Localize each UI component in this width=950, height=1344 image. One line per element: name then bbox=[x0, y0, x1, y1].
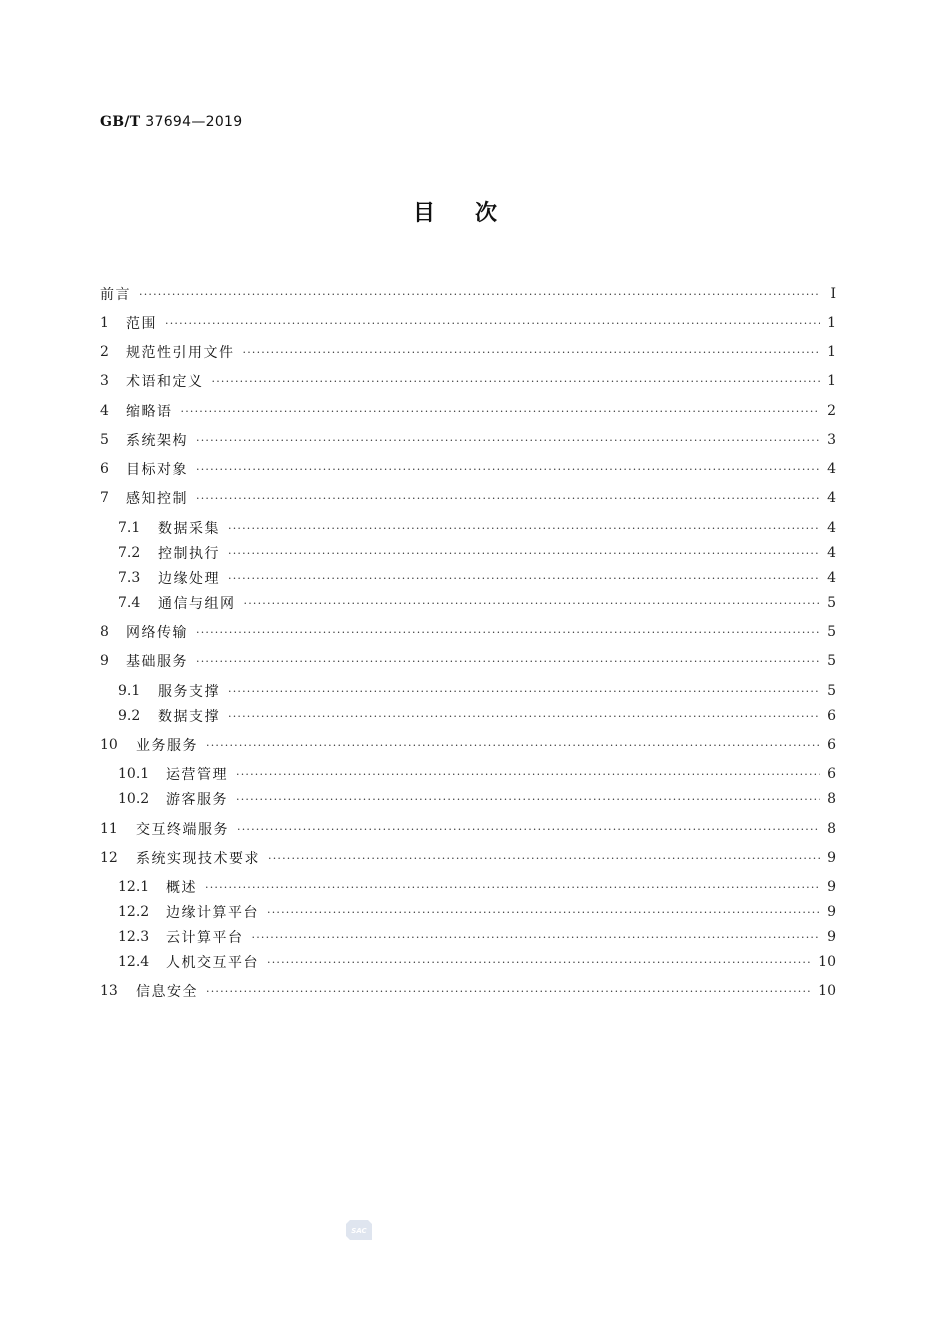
dot-leader bbox=[181, 405, 821, 418]
standard-number: 37694—2019 bbox=[145, 114, 243, 130]
dot-leader bbox=[236, 793, 820, 806]
dot-leader bbox=[165, 317, 820, 330]
toc-entry[interactable] bbox=[118, 568, 836, 588]
toc-entry[interactable] bbox=[118, 789, 836, 809]
toc-entry[interactable] bbox=[100, 459, 836, 479]
toc-entry-number: 12 bbox=[100, 850, 118, 866]
toc-entry-label: 云计算平台 bbox=[166, 930, 244, 946]
toc-entry[interactable] bbox=[118, 593, 836, 613]
toc-entry-page: 8 bbox=[827, 791, 836, 807]
toc-entry-label: 信息安全 bbox=[136, 984, 198, 1000]
toc-entry-page: 1 bbox=[827, 315, 836, 331]
toc-entry[interactable] bbox=[118, 543, 836, 563]
toc-entry-number: 12.2 bbox=[118, 904, 150, 920]
toc-entry-page: 6 bbox=[827, 737, 836, 753]
toc-entry-label: 数据支撑 bbox=[158, 709, 220, 725]
toc-entry-page: 4 bbox=[827, 490, 836, 506]
page-title: 目次 bbox=[412, 201, 537, 226]
dot-leader bbox=[196, 434, 820, 447]
dot-leader bbox=[212, 375, 821, 388]
toc-entry-page: 4 bbox=[827, 520, 836, 536]
dot-leader bbox=[196, 655, 820, 668]
toc-entry-label: 基础服务 bbox=[126, 654, 188, 670]
toc-entry-label: 控制执行 bbox=[158, 546, 220, 562]
toc-entry-page: 9 bbox=[827, 929, 836, 945]
toc-entry-label: 通信与组网 bbox=[158, 596, 236, 612]
toc-entry[interactable] bbox=[100, 981, 836, 1001]
dot-leader bbox=[236, 768, 820, 781]
dot-leader bbox=[196, 463, 820, 476]
sac-logo-watermark bbox=[346, 1218, 372, 1242]
toc-entry-number: 7 bbox=[100, 490, 109, 506]
toc-entry-label: 感知控制 bbox=[126, 491, 188, 507]
toc-entry[interactable] bbox=[100, 342, 836, 362]
dot-leader bbox=[267, 906, 820, 919]
toc-entry-number: 1 bbox=[100, 315, 109, 331]
toc-entry-number: 12.3 bbox=[118, 929, 150, 945]
dot-leader bbox=[252, 931, 821, 944]
dot-leader bbox=[244, 597, 821, 610]
dot-leader bbox=[228, 522, 820, 535]
toc-entry-number: 7.2 bbox=[118, 545, 141, 561]
toc-entry-page: 4 bbox=[827, 545, 836, 561]
toc-entry-label: 边缘计算平台 bbox=[166, 905, 259, 921]
toc-entry-number: 9.2 bbox=[118, 708, 141, 724]
dot-leader bbox=[206, 739, 820, 752]
toc-entry-page: 9 bbox=[827, 904, 836, 920]
toc-entry[interactable] bbox=[100, 313, 836, 333]
dot-leader bbox=[228, 572, 820, 585]
toc-entry-label: 运营管理 bbox=[166, 767, 228, 783]
toc-entry-label: 人机交互平台 bbox=[166, 955, 259, 971]
toc-entry-page: I bbox=[830, 286, 836, 302]
toc-entry-number: 3 bbox=[100, 373, 109, 389]
toc-entry-label: 系统架构 bbox=[126, 433, 188, 449]
toc-entry-number: 7.1 bbox=[118, 520, 141, 536]
toc-entry-label: 交互终端服务 bbox=[136, 822, 229, 838]
toc-entry-label: 服务支撑 bbox=[158, 684, 220, 700]
toc-entry-label: 系统实现技术要求 bbox=[136, 851, 260, 867]
toc-entry-label: 目标对象 bbox=[126, 462, 188, 478]
toc-entry[interactable] bbox=[118, 877, 836, 897]
toc-entry-label: 术语和定义 bbox=[126, 374, 204, 390]
dot-leader bbox=[228, 710, 820, 723]
toc-entry[interactable] bbox=[100, 651, 836, 671]
toc-entry-page: 5 bbox=[827, 683, 836, 699]
toc-entry-page: 6 bbox=[827, 766, 836, 782]
dot-leader bbox=[205, 881, 820, 894]
toc-entry-number: 10.1 bbox=[118, 766, 150, 782]
toc-entry-label: 业务服务 bbox=[136, 738, 198, 754]
toc-entry-number: 8 bbox=[100, 624, 109, 640]
toc-entry[interactable] bbox=[100, 488, 836, 508]
toc-entry-number: 2 bbox=[100, 344, 109, 360]
toc-entry-label: 游客服务 bbox=[166, 792, 228, 808]
toc-entry-number: 7.4 bbox=[118, 595, 141, 611]
toc-entry-page: 4 bbox=[827, 570, 836, 586]
toc-entry-page: 8 bbox=[827, 821, 836, 837]
toc-entry-number: 10 bbox=[100, 737, 118, 753]
toc-entry-number: 13 bbox=[100, 983, 118, 999]
toc-entry[interactable] bbox=[118, 706, 836, 726]
toc-entry-page: 2 bbox=[827, 403, 836, 419]
toc-entry-number: 5 bbox=[100, 432, 109, 448]
standard-code bbox=[100, 114, 242, 130]
toc-entry[interactable] bbox=[118, 681, 836, 701]
toc-entry-number: 11 bbox=[100, 821, 118, 837]
toc-entry-page: 1 bbox=[827, 373, 836, 389]
dot-leader bbox=[206, 985, 812, 998]
toc-entry-page: 3 bbox=[827, 432, 836, 448]
toc-entry-label: 边缘处理 bbox=[158, 571, 220, 587]
dot-leader bbox=[267, 956, 812, 969]
toc-entry-number: 7.3 bbox=[118, 570, 141, 586]
toc-entry-number: 9 bbox=[100, 653, 109, 669]
toc-entry-number: 12.1 bbox=[118, 879, 150, 895]
toc-entry-page: 9 bbox=[827, 879, 836, 895]
toc-entry[interactable] bbox=[118, 927, 836, 947]
toc-entry-page: 1 bbox=[827, 344, 836, 360]
toc-entry[interactable] bbox=[100, 622, 836, 642]
dot-leader bbox=[196, 626, 820, 639]
dot-leader bbox=[228, 685, 820, 698]
dot-leader bbox=[243, 346, 821, 359]
toc-entry-label: 缩略语 bbox=[126, 404, 173, 420]
dot-leader bbox=[228, 547, 820, 560]
toc-entry-label: 数据采集 bbox=[158, 521, 220, 537]
toc-entry[interactable] bbox=[118, 902, 836, 922]
toc-entry-label: 前言 bbox=[100, 287, 131, 303]
toc-entry[interactable] bbox=[118, 952, 836, 972]
toc-entry-page: 5 bbox=[827, 595, 836, 611]
toc-entry-label: 概述 bbox=[166, 880, 197, 896]
sac-logo-text: SAC bbox=[351, 1227, 367, 1235]
toc-entry-label: 范围 bbox=[126, 316, 157, 332]
toc-entry[interactable] bbox=[100, 371, 836, 391]
toc-entry[interactable] bbox=[100, 735, 836, 755]
toc-entry-page: 5 bbox=[827, 624, 836, 640]
toc-entry-number: 4 bbox=[100, 403, 109, 419]
toc-entry[interactable] bbox=[100, 819, 836, 839]
standard-prefix: GB/T bbox=[100, 114, 141, 130]
dot-leader bbox=[196, 492, 820, 505]
dot-leader bbox=[268, 852, 820, 865]
toc-entry[interactable] bbox=[100, 430, 836, 450]
toc-entry-page: 6 bbox=[827, 708, 836, 724]
toc-entry-page: 9 bbox=[827, 850, 836, 866]
toc-entry-number: 9.1 bbox=[118, 683, 141, 699]
dot-leader bbox=[237, 823, 820, 836]
toc-entry[interactable] bbox=[100, 848, 836, 868]
toc-entry[interactable] bbox=[118, 764, 836, 784]
toc-entry-number: 12.4 bbox=[118, 954, 150, 970]
toc-entry-page: 5 bbox=[827, 653, 836, 669]
toc-entry-label: 网络传输 bbox=[126, 625, 188, 641]
toc-entry-number: 10.2 bbox=[118, 791, 150, 807]
toc-entry-page: 4 bbox=[827, 461, 836, 477]
toc-entry[interactable] bbox=[100, 401, 836, 421]
toc-entry[interactable] bbox=[118, 518, 836, 538]
dot-leader bbox=[139, 288, 820, 301]
toc-entry-number: 6 bbox=[100, 461, 109, 477]
toc-entry[interactable] bbox=[100, 284, 836, 304]
toc-entry-page: 10 bbox=[818, 983, 836, 999]
toc-entry-page: 10 bbox=[818, 954, 836, 970]
toc-entry-label: 规范性引用文件 bbox=[126, 345, 235, 361]
